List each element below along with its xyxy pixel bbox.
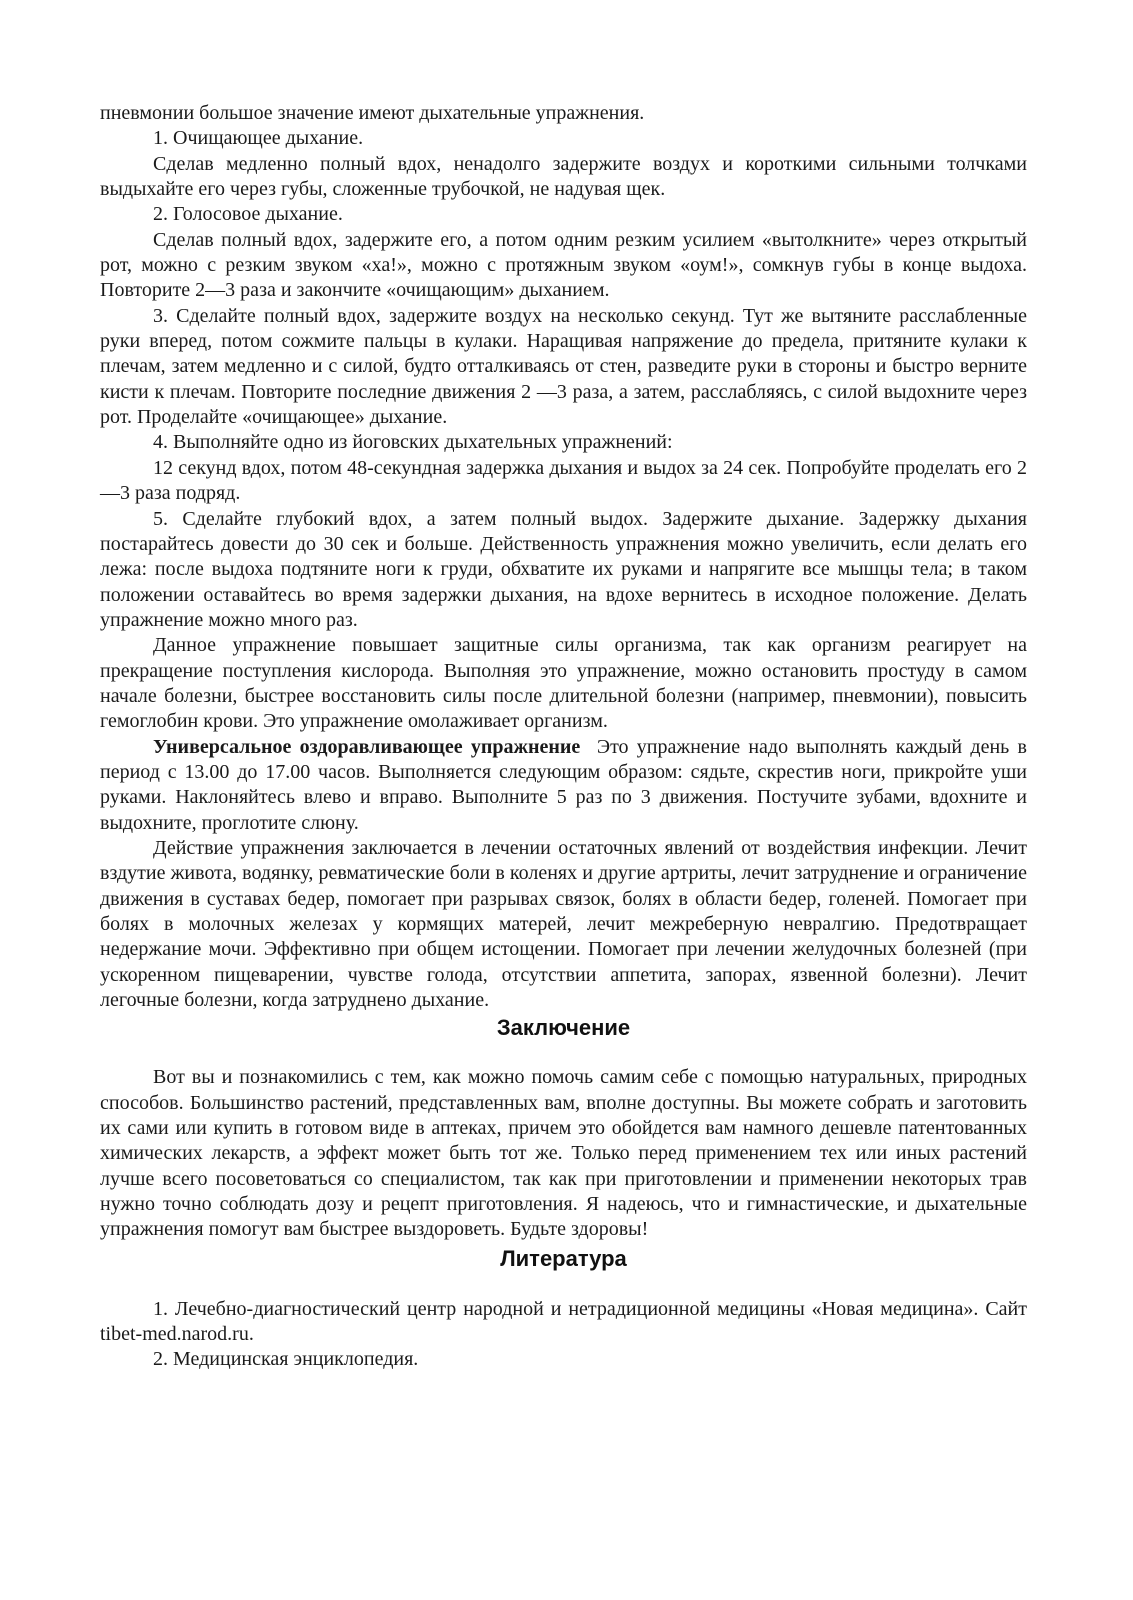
document-page [100, 101, 1027, 1373]
universal-exercise-text: Это упражнение надо выполнять каждый день в период с 13.00 до 17.00 часов. Выполняется следующим образом: сядьте, скрестив ноги, прикройте уши руками. Наклоняйтесь влево и вправо. Выполните 5 раз по 3 движения. Постучите зубами, вдохните и выдохните, проглотите слюну. [100, 735, 1027, 834]
literature-item-1: 1. Лечебно-диагностический центр народной и нетрадиционной медицины «Новая медицина». Сайт tibet-med.narod.ru. [100, 1297, 1027, 1346]
paragraph-intro: пневмонии большое значение имеют дыхательные упражнения. [100, 102, 645, 124]
conclusion-text: Вот вы и познакомились с тем, как можно помочь самим себе с помощью натуральных, природных способов. Большинство растений, представленных вам, вполне доступны. Вы можете собрать и заготовить их сами или купить в готовом виде в аптеках, причем это обойдется вам намного дешевле патентованных химических лекарств, а эффект может быть тот же. Только перед применением тех или иных растений лучше всего посоветоваться со специалистом, так как при приготовлении и применении некоторых трав нужно точно соблюдать дозу и рецепт приготовления. Я надеюсь, что и гимнастические, и дыхательные упражнения помогут вам быстрее выздороветь. Будьте здоровы! [100, 1066, 1027, 1241]
conclusion-heading: Заключение [496, 1015, 631, 1041]
literature-heading: Литература [500, 1245, 627, 1271]
exercise-1-title: 1. Очищающее дыхание. [153, 127, 364, 150]
exercise-3-text: 3. Сделайте полный вдох, задержите воздух на несколько секунд. Тут же вытяните расслабленные руки вперед, потом сожмите пальцы в кулаки. Наращивая напряжение до предела, притяните кулаки к плечам, затем медленно и с силой, будто отталкиваясь от стен, разведите руки в стороны и быстро верните кисти к плечам. Повторите последние движения 2 —3 раза, а затем, расслабляясь, с силой выдохните через рот. Проделайте «очищающее» дыхание. [100, 304, 1027, 429]
universal-exercise-paragraph [100, 735, 1027, 836]
exercise-2-title: 2. Голосовое дыхание. [153, 203, 343, 226]
exercise-5-text: 5. Сделайте глубокий вдох, а затем полный выдох. Задержите дыхание. Задержку дыхания постарайтесь довести до 30 сек и больше. Действенность упражнения можно увеличить, если делать его лежа: после выдоха подтяните ноги к груди, обхватите их руками и напрягите все мышцы тела; в таком положении оставайтесь во время задержки дыхания, на вдохе вернитесь в исходное положение. Делать упражнение можно много раз. [100, 507, 1027, 631]
exercise-1-text: Сделав медленно полный вдох, ненадолго задержите воздух и короткими сильными толчками выдыхайте его через губы, сложенные трубочкой, не надувая щек. [100, 152, 1027, 201]
universal-exercise-title: Универсальное оздоравливающее упражнение [153, 735, 581, 758]
exercise-4-title: 4. Выполняйте одно из йоговских дыхательных упражнений: [153, 431, 673, 454]
exercise-5-benefits: Данное упражнение повышает защитные силы организма, так как организм реагирует на прекращение поступления кислорода. Выполняя это упражнение, можно остановить простуду в самом начале болезни, быстрее восстановить силы после длительной болезни (например, пневмонии), повысить гемоглобин крови. Это упражнение омолаживает организм. [100, 634, 1027, 733]
literature-item-2: 2. Медицинская энциклопедия. [153, 1348, 419, 1371]
effect-paragraph: Действие упражнения заключается в лечении остаточных явлений от воздействия инфекции. Лечит вздутие живота, водянку, ревматические боли в коленях и другие артриты, лечит затруднение и ограничение движения в суставах бедер, помогает при разрывах связок, болях в области бедер, голеней. Помогает при болях в молочных железах у кормящих матерей, лечит межреберную невралгию. Предотвращает недержание мочи. Эффективно при общем истощении. Помогает при лечении желудочных болезней (при ускоренном пищеварении, чувстве голода, отсутствии аппетита, запорах, язвенной болезни). Лечит легочные болезни, когда затруднено дыхание. [100, 836, 1027, 1012]
exercise-2-text: Сделав полный вдох, задержите его, а потом одним резким усилием «вытолкните» через открытый рот, можно с резким звуком «ха!», можно с протяжным звуком «оум!», сомкнув губы в конце выдоха. Повторите 2—3 раза и закончите «очищающим» дыханием. [100, 228, 1027, 302]
exercise-4-text: 12 секунд вдох, потом 48-секундная задержка дыхания и выдох за 24 сек. Попробуйте проделать его 2—3 раза подряд. [100, 456, 1027, 505]
